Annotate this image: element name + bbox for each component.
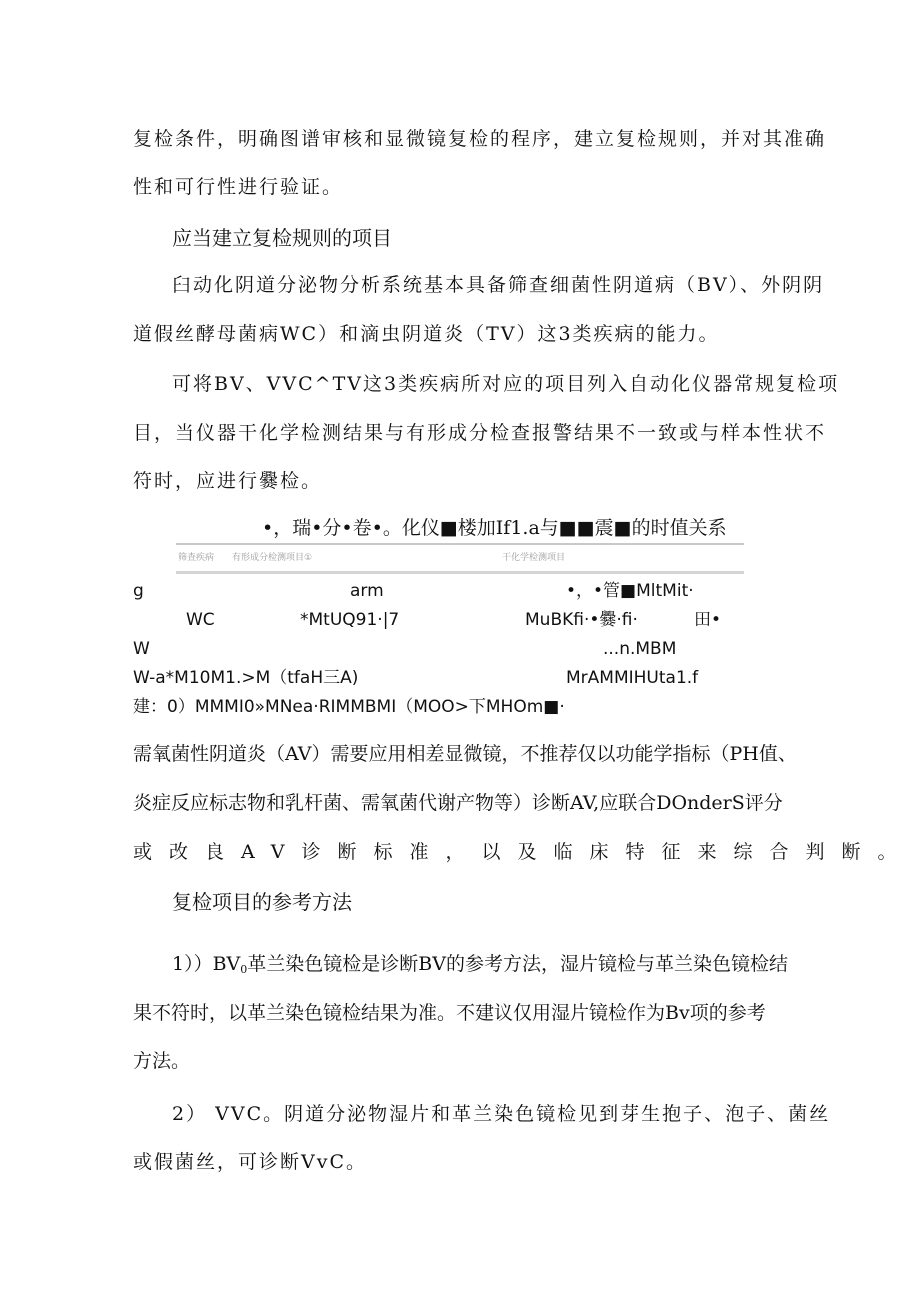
table-cell: MuBKfi·•爨·fi· <box>525 610 638 630</box>
table-header-col-disease: 筛查疾病 <box>178 553 215 563</box>
table-cell: ...n.MBM <box>603 639 677 659</box>
paragraph-5-subscript: 0 <box>240 963 248 976</box>
paragraph-4-line-2: 炎症反应标志物和乳杆菌、需氧菌代谢产物等）诊断AV,应联合DOnderS评分 <box>133 792 783 814</box>
paragraph-2-line-2: 道假丝酵母菌病WC）和滴虫阴道炎（TV）这3类疾病的能力。 <box>133 323 720 345</box>
paragraph-3-line-2: 目，当仪器干化学检测结果与有形成分检查报警结果不一致或与样本性状不 <box>133 422 827 444</box>
paragraph-5-line-2: 果不符时，以革兰染色镜检结果为准。不建议仅用湿片镜检作为Bv项的参考 <box>133 1002 766 1024</box>
paragraph-1-line-2: 性和可行性进行验证。 <box>133 176 344 198</box>
paragraph-4-line-1: 需氧菌性阴道炎（AV）需要应用相差显微镜，不推荐仅以功能学指标（PH值、 <box>133 743 797 765</box>
paragraph-5-line-1 <box>172 952 788 982</box>
table-cell: 田• <box>694 610 722 630</box>
table-header-col-dry-chem: 干化学检测项目 <box>502 553 566 563</box>
paragraph-1-line-1: 复检条件，明确图谱审核和显微镜复检的程序，建立复检规则，并对其准确 <box>133 128 827 150</box>
paragraph-6-line-2: 或假菌丝，可诊断VvC。 <box>133 1151 367 1173</box>
table-cell: W <box>133 639 150 659</box>
table-cell: W-a*M10M1.>M（tfaH三A) <box>133 668 359 688</box>
section-heading-reference-methods: 复检项目的参考方法 <box>172 890 352 914</box>
paragraph-3-line-3: 符时，应进行爨检。 <box>133 470 323 492</box>
paragraph-4-line-3: 或改良AV诊断标准，以及临床特征来综合判断。 <box>133 841 914 863</box>
table-cell: MrAMMIHUta1.f <box>566 668 699 688</box>
table-header-col-formed: 有形成分检测项目① <box>232 553 313 563</box>
table-cell: •，•管■MltMit· <box>566 581 694 601</box>
paragraph-5-body: 革兰染色镜检是诊断BV的参考方法，湿片镜检与革兰染色镜检结 <box>247 953 788 975</box>
paragraph-5-prefix: 1））BV <box>172 953 241 975</box>
table-header <box>176 543 744 574</box>
table-cell: WC <box>186 610 215 630</box>
paragraph-6-line-1: 2） VVC。阴道分泌物湿片和革兰染色镜检见到芽生抱子、泡子、菌丝 <box>172 1103 831 1125</box>
table-cell: arm <box>350 581 384 601</box>
table-cell: *MtUQ91·|7 <box>300 610 400 630</box>
table-title: •，瑞•分•卷•。化仪■楼加If1.a与■■震■的时值关系 <box>262 517 727 539</box>
table-note: 建：0）MMMI0»MNea·RIMMBMI（MOO>下MHOm■· <box>133 697 565 717</box>
paragraph-2-line-1: 臼动化阴道分泌物分析系统基本具备筛查细菌性阴道病（BV）、外阴阴 <box>172 274 825 296</box>
table-cell: g <box>133 581 144 601</box>
section-heading-recheck-rules: 应当建立复检规则的项目 <box>172 226 392 250</box>
paragraph-3-line-1: 可将BV、VVC^TV这3类疾病所对应的项目列入自动化仪器常规复检项 <box>172 373 840 395</box>
paragraph-5-line-3: 方法。 <box>133 1050 191 1072</box>
